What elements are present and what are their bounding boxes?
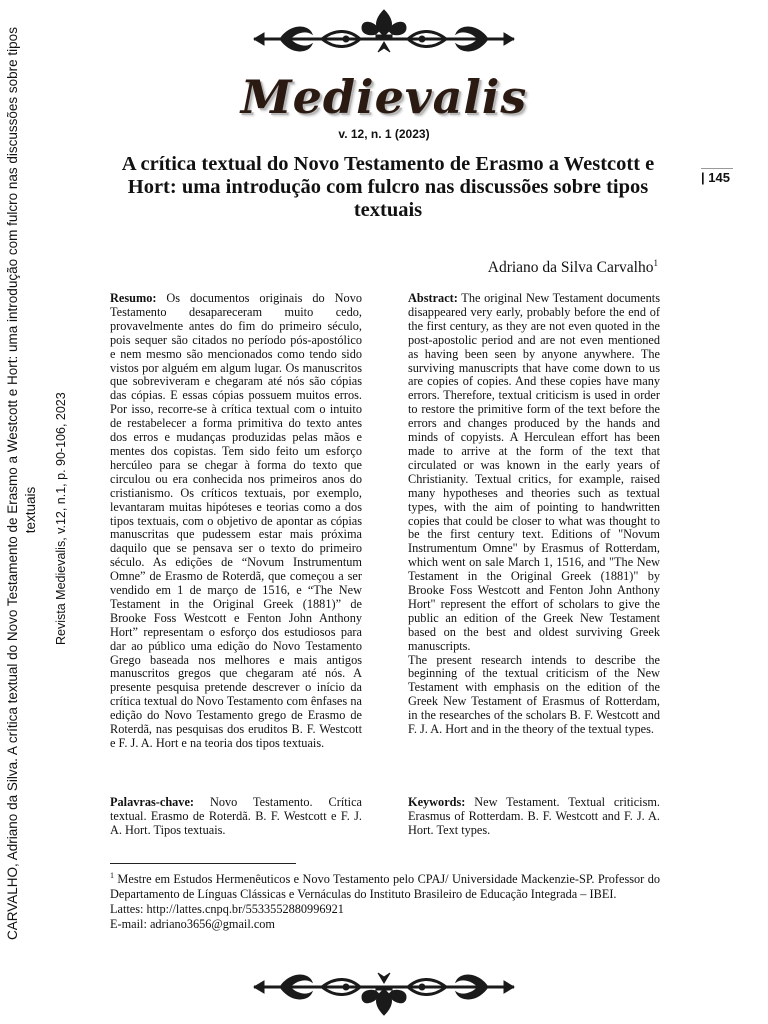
footnote-affiliation xyxy=(110,868,660,902)
top-ornament-icon xyxy=(250,6,518,60)
abstract-paragraph xyxy=(408,292,660,737)
resumo-paragraph xyxy=(110,292,362,751)
palavras-chave xyxy=(110,796,362,838)
palavras-label: Palavras-chave: xyxy=(110,795,195,809)
resumo-label: Resumo: xyxy=(110,291,157,305)
page-number: | 145 xyxy=(701,168,733,185)
keywords-label: Keywords: xyxy=(408,795,466,809)
abstract-text: The original New Testament documents disappeared very early, probably before the end of the first century, as they are not even quoted in the post-apostolic period and are not even mentioned as having been seen by anyone anywhere. The surviving manuscripts that have come down to us are copies of copies. And these copies have many errors. Therefore, textual criticism is used in order to restore the primitive form of the text before the errors and changes produced by the hands and minds of copyists. A Herculean effort has been made to arrive at the form of the text that circulated or was known in the early years of Christianity. Textual critics, for example, raised many hypotheses and theories such as textual types, with the aim of pointing to handwritten copies that could be closer to what was thought to be the first century text. Editions of "Novum Instrumentum Omne" by Erasmus of Rotterdam, which went on sale March 1, 1516, and "The New Testament in the Original Greek (1881)" by Brooke Foss Westcott and Fenton John Anthony Hort" represent the effort of scholars to give the public an edition of the Greek New Testament based on the best and oldest surviving Greek manuscripts. xyxy=(408,291,660,653)
footnote-affiliation-text: Mestre em Estudos Hermenêuticos e Novo Testamento pelo CPAJ/ Universidade Mackenzie-SP. Professor do Departamento de Línguas Clássicas e Vernáculas do Instituto Brasileiro de Educação Integrada – IBEI. xyxy=(110,872,660,902)
abstract-part2: The present research intends to describe the beginning of the textual criticism of the New Testament with emphasis on the edition of the Greek New Testament of Erasmus of Rotterdam, in the researches of the scholars B. F. Westcott and F. J. A. Hort and in the theory of the textual types. xyxy=(408,652,660,737)
keywords xyxy=(408,796,660,838)
abstract-part1 xyxy=(408,292,660,654)
sidebar-journal-ref: Revista Medievalis, v.12, n.1, p. 90-106, 2023 xyxy=(54,392,68,645)
abstract-label: Abstract: xyxy=(408,291,458,305)
author-name-text: Adriano da Silva Carvalho xyxy=(487,259,654,277)
article-title: A crítica textual do Novo Testamento de Erasmo a Westcott e Hort: uma introdução com fulcro nas discussões sobre tipos textuais xyxy=(121,153,655,221)
footnote xyxy=(110,868,660,932)
footnote-mark: 1 xyxy=(110,871,114,880)
volume-info: v. 12, n. 1 (2023) xyxy=(338,127,430,141)
palavras-text: Novo Testamento. Crítica textual. Erasmo de Roterdã. B. F. Westcott e F. J. A. Hort. Tipos textuais. xyxy=(110,795,362,837)
footnote-lattes-link[interactable]: Lattes: http://lattes.cnpq.br/5533552880996921 xyxy=(110,902,344,917)
resumo-text: Os documentos originais do Novo Testamento desapareceram muito cedo, provavelmente antes do fim do primeiro século, pois sequer são citados no período pós-apostólico e nem mesmo são mencionados como tendo sido vistos por alguém em algum lugar. Os manuscritos que sobreviveram e chegaram até nós são cópias das cópias. E essas cópias possuem muitos erros. Por isso, recorre-se à crítica textual com o intuito de restabelecer a forma primitiva do texto antes dos erros e mudanças produzidas pelas mãos e mentes dos copistas. Tem sido feito um esforço hercúleo para se chegar à forma do texto que circulou ou era conhecida nos primeiros anos do cristianismo. Os críticos textuais, por exemplo, levantaram muitas hipóteses e teorias como a dos tipos textuais, com o objetivo de apontar as cópias manuscritas que pudessem estar mais próxima daquilo que se pensava ser o texto do primeiro século. As edições de “Novum Instrumentum Omne” de Erasmo de Roterdã, que começou a ser vendido em 1 de março de 1516, e “The New Testament in the Original Greek (1881)” de Brooke Foss Westcott e Fenton John Anthony Hort” representam o esforço dos estudiosos para dar ao público uma edição do Novo Testamento Grego baseada nos melhores e mais antigos manuscritos gregos que chegaram até nós. A presente pesquisa pretende descrever o início da crítica textual do Novo Testamento com ênfases na edição do Novo Testamento grego de Erasmo de Roterdã, nas pesquisas dos eruditos B. F. Westcott e F. J. A. Hort e na teoria dos tipos textuais. xyxy=(110,291,362,750)
footnote-email[interactable]: E-mail: adriano3656@gmail.com xyxy=(110,917,275,932)
bottom-ornament-icon xyxy=(250,965,518,1019)
sidebar-citation-line1: CARVALHO, Adriano da Silva. A crítica textual do Novo Testamento de Erasmo a Westcott e Hort: uma introdução com fulcro nas discussões sobre tipos xyxy=(5,27,20,940)
keywords-text: New Testament. Textual criticism. Erasmus of Rotterdam. B. F. Westcott and F. J. A. Hort. Text types. xyxy=(408,795,660,837)
journal-logo: Medievalis xyxy=(240,70,528,124)
sidebar-citation-line2: textuais xyxy=(23,486,38,534)
footnote-divider xyxy=(110,863,296,864)
sidebar-citation xyxy=(4,27,40,940)
author-note-mark: 1 xyxy=(653,258,658,268)
author-name xyxy=(400,258,658,277)
